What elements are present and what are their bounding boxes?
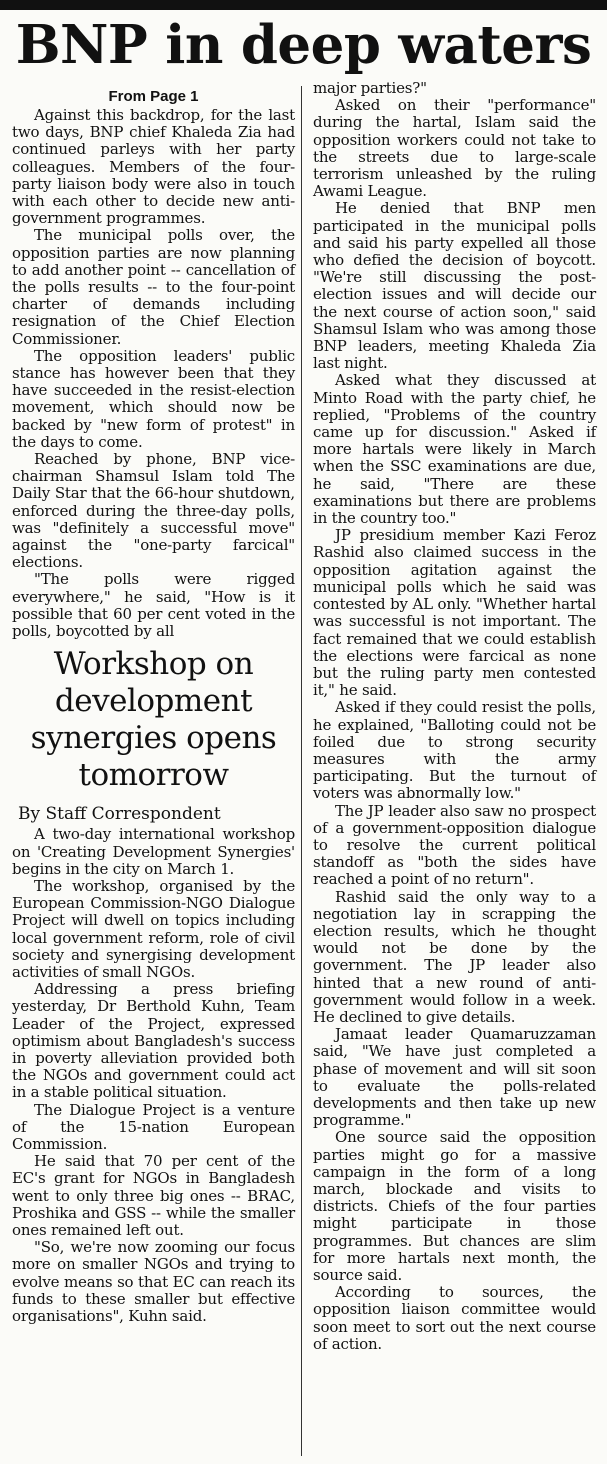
article-paragraph: The opposition leaders' public stance has however been that they have succeeded in the resist-election movement, which should now be backed by "new form of protest" in the days to come.	[12, 346, 295, 451]
article-paragraph: Against this backdrop, for the last two days, BNP chief Khaleda Zia had continued parleys with her party colleagues. Members of the four-party liaison body were also in touch with each other to decide new anti-government programmes.	[12, 106, 295, 228]
article-paragraph: The JP leader also saw no prospect of a government-opposition dialogue to resolve the current political standoff as "both the sides have reached a point of no return".	[313, 801, 596, 889]
article-paragraph: The municipal polls over, the opposition parties are now planning to add another point -- cancellation of the polls results -- to the four-point charter of demands including resignation of the Chief Election Commissioner.	[12, 226, 295, 348]
article-paragraph: Jamaat leader Quamaruzzaman said, "We have just completed a phase of movement and will sit soon to evaluate the polls-related developments and then take up new programme."	[313, 1025, 596, 1130]
article-paragraph: "The polls were rigged everywhere," he said, "How is it possible that 60 per cent voted in the polls, boycotted by all	[12, 570, 295, 641]
article-paragraph: Rashid said the only way to a negotiation lay in scrapping the election results, which he thought would not be done by the government. The JP leader also hinted that a new round of anti-government would follow in a week. He declined to give details.	[313, 887, 596, 1026]
article-paragraph: Asked if they could resist the polls, he explained, "Balloting could not be foiled due to strong security measures with the army participating. But the turnout of voters was abnormally low."	[313, 698, 596, 803]
workshop-paragraph: "So, we're now zooming our focus more on smaller NGOs and trying to evolve means so that EC can reach its funds to these smaller but effective organisations", Kuhn said.	[12, 1238, 295, 1325]
article-paragraph: He denied that BNP men participated in the municipal polls and said his party expelled all those who defied the decision of boycott. "We're still discussing the post-election issues and will decide our the next course of action soon," said Shamsul Islam who was among those BNP leaders, meeting Khaleda Zia last night.	[313, 199, 596, 373]
article-paragraph: JP presidium member Kazi Feroz Rashid also claimed success in the opposition agitation against the municipal polls which he said was contested by AL only. "Whether hartal was successful is not important. The fact remained that we could establish the elections were farcical as none but the ruling party men contested it," he said.	[313, 526, 596, 700]
continued-line: major parties?"	[313, 79, 427, 97]
workshop-paragraph: A two-day international workshop on 'Creating Development Synergies' begins in the city on March 1.	[12, 825, 295, 878]
workshop-paragraph: The Dialogue Project is a venture of the 15-nation European Commission.	[12, 1100, 295, 1153]
right-column	[313, 80, 596, 1353]
article-paragraph: According to sources, the opposition liaison committee would soon meet to sort out the next course of action.	[313, 1283, 596, 1353]
article-paragraph: Reached by phone, BNP vice-chairman Shamsul Islam told The Daily Star that the 66-hour shutdown, enforced during the three-day polls, was "definitely a successful move" against the "one-party farcical" elections.	[12, 450, 295, 572]
left-column	[12, 80, 295, 1325]
article-paragraph: One source said the opposition parties might go for a massive campaign in the form of a long march, blockade and visits to districts. Chiefs of the four parties might participate in those programmes. But chances are slim for more hartals next month, the source said.	[313, 1128, 596, 1285]
workshop-paragraph: The workshop, organised by the European Commission-NGO Dialogue Project will dwell on topics including local government reform, role of civil society and synergising development activities of small NGOs.	[12, 876, 295, 981]
workshop-headline: Workshop on development synergies opens tomorrow	[30, 646, 277, 794]
top-rule	[0, 0, 607, 10]
byline: By Staff Correspondent	[18, 804, 221, 825]
dateline: From Page 1	[108, 88, 199, 105]
workshop-paragraph: Addressing a press briefing yesterday, Dr Berthold Kuhn, Team Leader of the Project, expressed optimism about Bangladesh's success in poverty alleviation provided both the NGOs and government could act in a stable political situation.	[12, 980, 295, 1102]
column-divider	[301, 86, 302, 1456]
workshop-paragraph: He said that 70 per cent of the EC's grant for NGOs in Bangladesh went to only three big ones -- BRAC, Proshika and GSS -- while the smaller ones remained left out.	[12, 1152, 295, 1239]
article-paragraph: Asked on their "performance" during the hartal, Islam said the opposition workers could not take to the streets due to large-scale terrorism unleashed by the ruling Awami League.	[313, 96, 596, 201]
article-paragraph: Asked what they discussed at Minto Road with the party chief, he replied, "Problems of the country came up for discussion." Asked if more hartals were likely in March when the SSC examinations are due, he said, "There are these examinations but there are problems in the country too."	[313, 371, 596, 528]
article-headline: BNP in deep waters	[15, 14, 592, 76]
